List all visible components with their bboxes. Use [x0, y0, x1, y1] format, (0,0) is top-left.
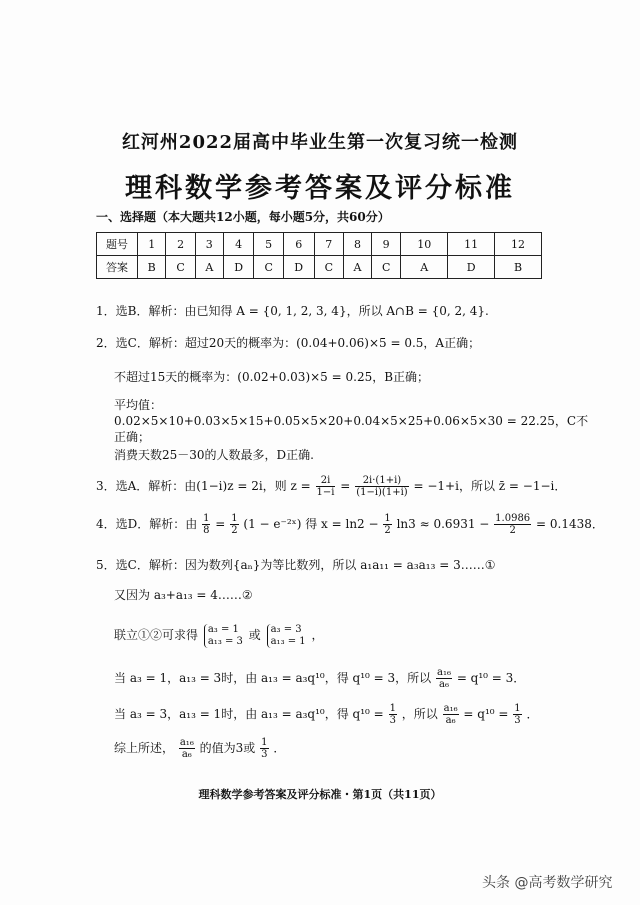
question-number: 5: [254, 233, 283, 256]
q5-text: 的值为3或: [199, 741, 256, 755]
q4-text: = 0.1438．: [536, 517, 604, 531]
answer-table: [96, 232, 542, 279]
q5-line: 5．选C．解析：因为数列{aₙ}为等比数列，所以 a₁a₁₁ = a₃a₁₃ = 3……①: [96, 558, 496, 572]
q5-line: 又因为 a₃+a₁₃ = 4……②: [114, 588, 253, 602]
answer-cell: B: [138, 256, 166, 279]
q3-text: =: [340, 479, 351, 493]
q5-conclusion: [114, 734, 285, 762]
denominator: a₆: [445, 715, 456, 726]
row-label: 题号: [97, 233, 138, 256]
numerator: 1: [231, 513, 238, 524]
answer-cell: C: [254, 256, 283, 279]
q1-solution: 1．选B．解析：由已知得 A = {0, 1, 2, 3, 4}，所以 A∩B = {0, 2, 4}.: [96, 304, 489, 318]
fraction: [383, 513, 391, 536]
q5-text: 联立①②可求得: [114, 628, 199, 642]
q2-line: 消费天数25－30的人数最多，D正确.: [114, 448, 314, 462]
q2-line: 0.02×5×10+0.03×5×15+0.05×5×20+0.04×5×25+0.06×5×30 = 22.25，C不: [114, 414, 589, 428]
q2-line: 平均值：: [114, 398, 163, 412]
numerator: 1: [261, 737, 268, 748]
q5-case1: [114, 664, 525, 692]
denominator: 3: [261, 749, 268, 760]
q5-text: = q¹⁰ =: [463, 707, 509, 721]
question-number: 4: [223, 233, 254, 256]
denominator: 2: [509, 525, 516, 536]
q5-text: ，: [311, 628, 324, 642]
q5-case2: [114, 700, 539, 728]
answer-cell: B: [495, 256, 542, 279]
numerator: 1: [514, 703, 521, 714]
q5-text: 当 a₃ = 1，a₁₃ = 3时，由 a₁₃ = a₃q¹⁰，得 q¹⁰ = 3，所以: [114, 671, 432, 685]
page-footer: 理科数学参考答案及评分标准・第1页（共11页）: [198, 788, 442, 801]
denominator: 3: [389, 715, 396, 726]
q5-text: 综上所述，: [114, 741, 175, 755]
fraction: [230, 513, 238, 536]
q4-text: (1 − e⁻²ˣ) 得 x = ln2 −: [243, 517, 379, 531]
answer-cell: A: [195, 256, 223, 279]
numerator: 1: [203, 513, 210, 524]
q5-text: 当 a₃ = 3，a₁₃ = 1时，由 a₁₃ = a₃q¹⁰，得 q¹⁰ =: [114, 707, 384, 721]
q2-line: 2．选C．解析：超过20天的概率为：(0.04+0.06)×5 = 0.5，A正确；: [96, 336, 481, 350]
equation: a₁₃ = 3: [207, 635, 243, 647]
denominator: (1−i)(1+i): [356, 487, 408, 498]
numerator: a₁₆: [437, 667, 451, 678]
q4-text: =: [215, 517, 226, 531]
equation-system: [204, 624, 243, 648]
question-number: 7: [314, 233, 343, 256]
question-number: 2: [166, 233, 195, 256]
fraction: [355, 475, 408, 498]
denominator: 2: [384, 525, 391, 536]
equation: a₁₃ = 1: [270, 635, 306, 647]
question-number: 9: [371, 233, 400, 256]
q5-text: 或: [248, 628, 261, 642]
row-label: 答案: [97, 256, 138, 279]
q4-text: 4．选D．解析：由: [96, 517, 198, 531]
question-number: 11: [448, 233, 495, 256]
table-row: [97, 233, 542, 256]
numerator: 1: [389, 703, 396, 714]
denominator: 2: [231, 525, 238, 536]
q5-text: ．: [273, 741, 286, 755]
fraction: [260, 737, 268, 760]
answer-cell: C: [166, 256, 195, 279]
fraction: [389, 703, 397, 726]
numerator: 2i·(1+i): [355, 475, 408, 487]
answer-cell: C: [371, 256, 400, 279]
q3-solution: [96, 474, 566, 498]
denominator: a₆: [439, 679, 449, 690]
answer-cell: A: [343, 256, 371, 279]
numerator: a₁₆: [179, 737, 194, 748]
numerator: 1.0986: [495, 513, 531, 524]
exam-title: 红河州2022届高中毕业生第一次复习统一检测: [121, 132, 519, 153]
answer-cell: D: [223, 256, 254, 279]
question-number: 3: [195, 233, 223, 256]
equation: a₃ = 3: [270, 623, 302, 635]
numerator: 2i: [316, 475, 336, 487]
section-heading: 一、选择题（本大题共12小题，每小题5分，共60分）: [96, 210, 390, 224]
fraction: [202, 513, 210, 536]
q5-text: = q¹⁰ = 3．: [456, 671, 526, 685]
numerator: 1: [384, 513, 391, 524]
q2-line: 不超过15天的概率为：(0.02+0.03)×5 = 0.25，B正确；: [114, 370, 430, 384]
fraction: [436, 667, 452, 690]
question-number: 8: [343, 233, 371, 256]
answer-cell: D: [448, 256, 495, 279]
answer-cell: D: [283, 256, 314, 279]
denominator: 8: [203, 525, 210, 536]
q5-text: ，所以: [401, 707, 438, 721]
answer-cell: A: [401, 256, 448, 279]
fraction: [316, 475, 336, 498]
denominator: a₆: [181, 749, 192, 760]
fraction: [443, 703, 459, 726]
answer-cell: C: [314, 256, 343, 279]
denominator: 1−i: [316, 487, 335, 498]
q4-text: ln3 ≈ 0.6931 −: [396, 517, 490, 531]
fraction: [513, 703, 521, 726]
q3-text: = −1+i，所以 z̄ = −1−i．: [413, 479, 567, 493]
table-row: [97, 256, 542, 279]
q2-line: 正确；: [114, 430, 151, 444]
fraction: [494, 513, 531, 536]
document-title: 理科数学参考答案及评分标准: [125, 173, 515, 204]
question-number: 10: [401, 233, 448, 256]
question-number: 1: [138, 233, 166, 256]
fraction: [179, 737, 195, 760]
question-number: 12: [495, 233, 542, 256]
question-number: 6: [283, 233, 314, 256]
q3-text: 3．选A．解析：由(1−i)z = 2i，则 z =: [96, 479, 311, 493]
equation: a₃ = 1: [207, 623, 239, 635]
equation-system: [267, 624, 306, 648]
q5-system: [114, 620, 324, 650]
q5-text: ．: [526, 707, 539, 721]
denominator: 3: [514, 715, 521, 726]
q4-solution: [96, 512, 604, 536]
watermark: 头条 @高考数学研究: [482, 875, 613, 891]
numerator: a₁₆: [443, 703, 458, 714]
